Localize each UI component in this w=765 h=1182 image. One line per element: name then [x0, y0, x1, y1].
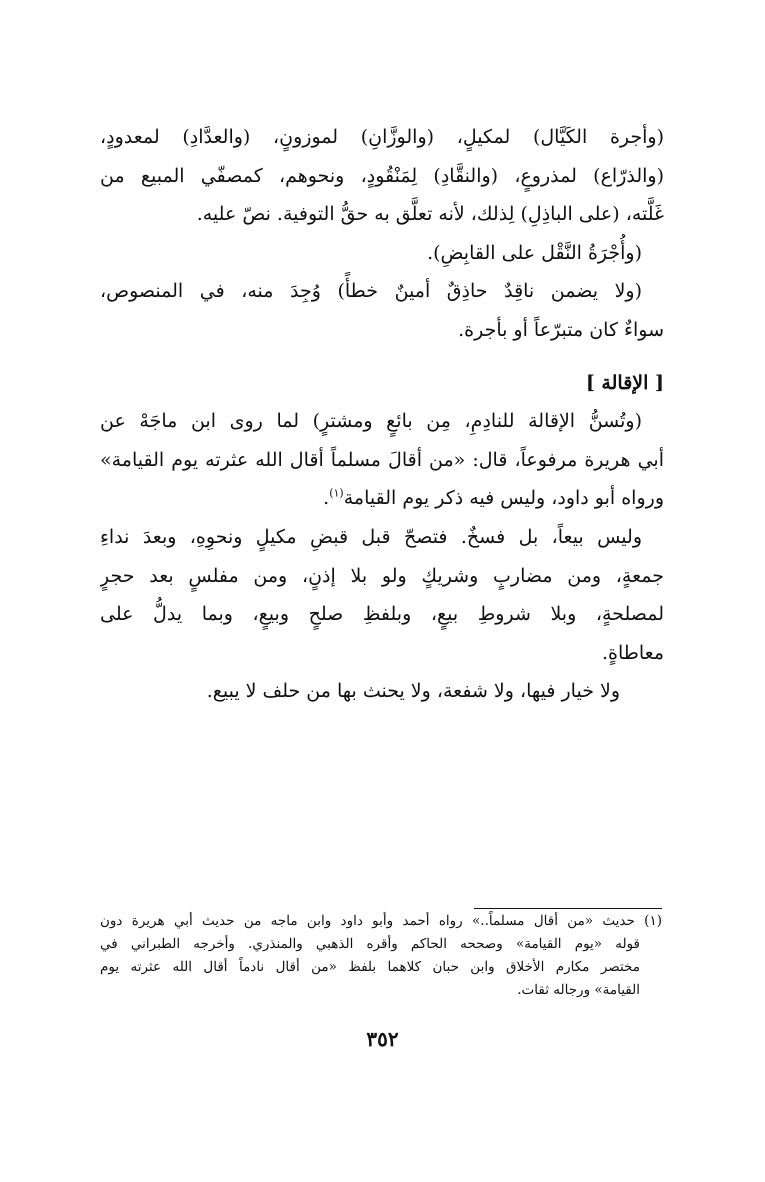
text-line: وليس بيعاً، بل فسخٌ. فتصحّ قبل قبضِ مكيلٍ ونحوِهِ، وبعدَ نداءِ [100, 525, 642, 548]
text-line: جمعةٍ، ومن مضاربٍ وشريكٍ ولو بلا إذنٍ، ومن مفلسٍ بعد حجرٍ [100, 564, 664, 587]
text-line: (وتُسنُّ الإقالة للنادِمِ، مِن بائعٍ ومشترٍ) لما روى ابن ماجَهْ عن [100, 410, 642, 433]
footnote-line: (١) حديث «من أقال مسلماً..» رواه أحمد وأبو داود وابن ماجه من حديث أبي هريرة دون [100, 913, 662, 929]
text-line: سواءٌ كان متبرّعاً أو بأجرة. [458, 318, 664, 341]
footnote-line: قوله «يوم القيامة» وصححه الحاكم وأقره الذهبي والمنذري. وأخرجه الطبراني في [100, 936, 640, 952]
text-line: (وأُجْرَةُ النَّقْل على القابِضِ). [427, 241, 642, 264]
footnote-line: القيامة» ورجاله ثقات. [517, 982, 640, 998]
footnotes [100, 910, 662, 1002]
text-line: معاطاةٍ. [601, 641, 664, 664]
footnote-marker[interactable]: (١) [329, 487, 344, 501]
section-heading: [ الإقالة ] [585, 371, 664, 394]
text-line: ورواه أبو داود، وليس فيه ذكر يوم القيامة$^{(١)}$. [323, 487, 664, 510]
text-line: (وأجرة الكَيَّال) لمكيلٍ، (والوزَّانِ) لموزونٍ، (والعدَّادِ) لمعدودٍ، [100, 126, 664, 148]
text-line-content: ورواه أبو داود، وليس فيه ذكر يوم القيامة [343, 487, 664, 510]
text-line: أبي هريرة مرفوعاً، قال: «من أقالَ مسلماً أقال الله عثرته يوم القيامة» [100, 448, 664, 471]
page-number: ٣٥٢ [366, 1027, 399, 1051]
text-line: غَلَّته، (على الباذِلِ) لِذلك، لأنه تعلَّق به حقُّ التوفية. نصّ عليه. [196, 203, 664, 226]
footnote-separator [474, 908, 662, 909]
text-line: ولا خيار فيها، ولا شفعة، ولا يحنث بها من حلف لا يبيع. [206, 680, 620, 703]
text-line: (والذرّاع) لمذروعٍ، (والنقَّادِ) لِمَنْقُودٍ، ونحوهم، كمصفّي المبيع من [100, 164, 664, 187]
footnote-line: مختصر مكارم الأخلاق وابن حبان كلاهما بلفظ «من أقال نادماً أقال الله عثرته يوم [100, 959, 640, 975]
text-line: (ولا يضمن ناقِدٌ حاذِقٌ أمينٌ خطأً) وُجِدَ منه، في المنصوص، [100, 280, 642, 303]
main-text [100, 118, 664, 711]
text-line: لمصلحةٍ، وبلا شروطِ بيعٍ، وبلفظِ صلحٍ وبيعٍ، وبما يدلُّ على [100, 603, 664, 626]
